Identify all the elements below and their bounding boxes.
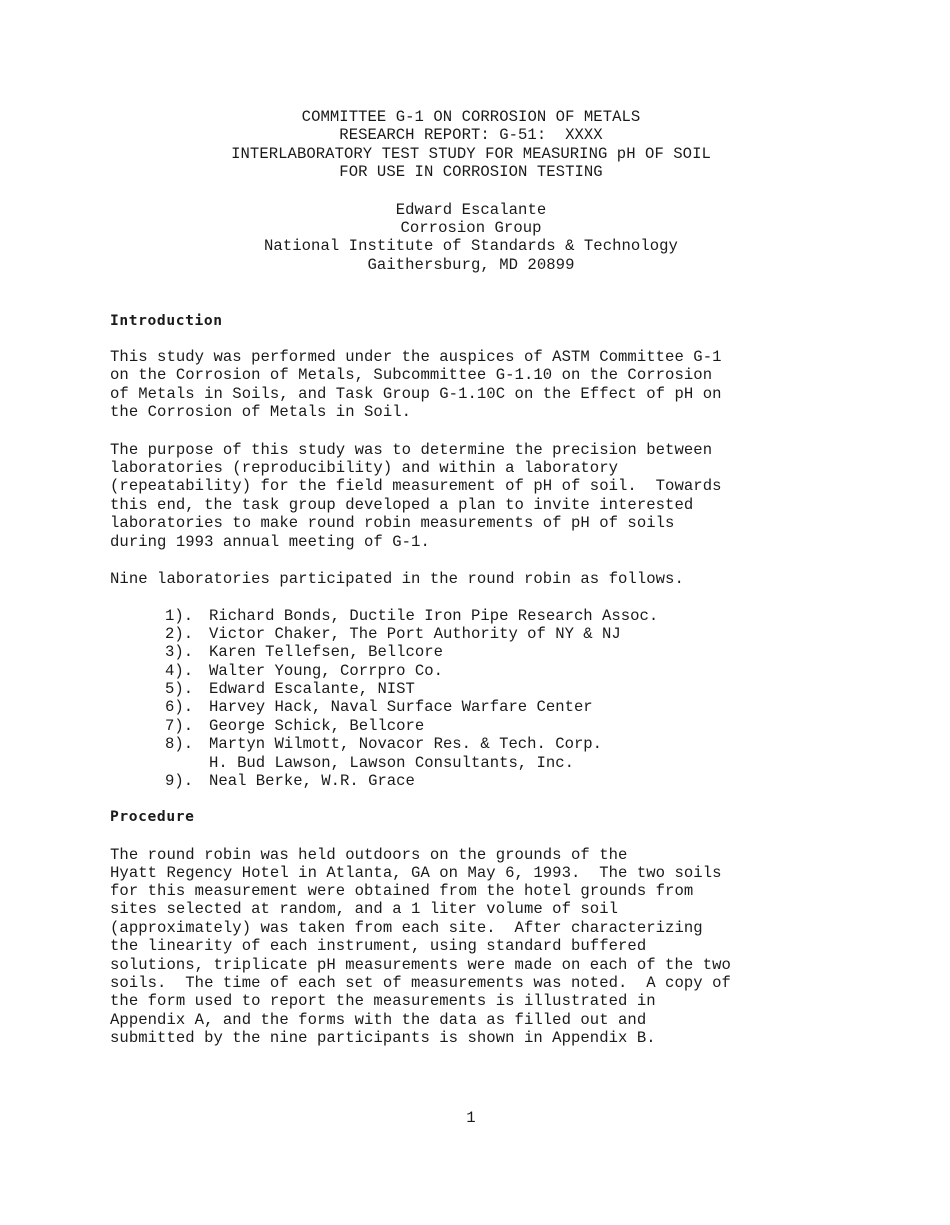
introduction-paragraph-3: Nine laboratories participated in the round robin as follows. bbox=[110, 570, 684, 588]
paragraph-line: the Corrosion of Metals in Soil. bbox=[110, 403, 412, 421]
paragraph-line: for this measurement were obtained from the hotel grounds from bbox=[110, 882, 694, 900]
list-item-text: Karen Tellefsen, Bellcore bbox=[209, 643, 443, 661]
paragraph-line: (repeatability) for the field measurement of pH of soil. Towards bbox=[110, 477, 722, 495]
paragraph-line: Hyatt Regency Hotel in Atlanta, GA on May 6, 1993. The two soils bbox=[110, 864, 722, 882]
list-item-text: Martyn Wilmott, Novacor Res. & Tech. Corp. bbox=[209, 735, 603, 753]
page-number: 1 bbox=[466, 1109, 476, 1127]
paragraph-line: the form used to report the measurements is illustrated in bbox=[110, 992, 656, 1010]
list-item-number: 3). bbox=[165, 643, 194, 661]
list-item-number: 4). bbox=[165, 662, 194, 680]
list-item-number: 2). bbox=[165, 625, 194, 643]
paragraph-line: Appendix A, and the forms with the data as filled out and bbox=[110, 1011, 647, 1029]
list-item-number: 9). bbox=[165, 772, 194, 790]
list-item-text: Walter Young, Corrpro Co. bbox=[209, 662, 443, 680]
paragraph-line: The purpose of this study was to determine the precision between bbox=[110, 441, 713, 459]
list-item-text: Richard Bonds, Ductile Iron Pipe Research Assoc. bbox=[209, 607, 659, 625]
list-item-number: 8). bbox=[165, 735, 194, 753]
paragraph-line: during 1993 annual meeting of G-1. bbox=[110, 533, 430, 551]
list-item-text-continued: H. Bud Lawson, Lawson Consultants, Inc. bbox=[209, 754, 574, 772]
list-item-number: 7). bbox=[165, 717, 194, 735]
paragraph-line: sites selected at random, and a 1 liter volume of soil bbox=[110, 900, 619, 918]
list-item-text: Harvey Hack, Naval Surface Warfare Center bbox=[209, 698, 593, 716]
list-item-text: Victor Chaker, The Port Authority of NY & NJ bbox=[209, 625, 621, 643]
list-item-number: 5). bbox=[165, 680, 194, 698]
paragraph-line: The round robin was held outdoors on the grounds of the bbox=[110, 846, 628, 864]
paragraph-line: of Metals in Soils, and Task Group G-1.10C on the Effect of pH on bbox=[110, 385, 722, 403]
paragraph-line: laboratories to make round robin measurements of pH of soils bbox=[110, 514, 675, 532]
introduction-heading: Introduction bbox=[110, 312, 223, 329]
paragraph-line: solutions, triplicate pH measurements were made on each of the two bbox=[110, 956, 731, 974]
paragraph-line: laboratories (reproducibility) and within a laboratory bbox=[110, 459, 619, 477]
author-group: Corrosion Group bbox=[400, 219, 542, 237]
author-name: Edward Escalante bbox=[395, 201, 547, 219]
author-institution: National Institute of Standards & Technology bbox=[264, 237, 678, 255]
paragraph-line: (approximately) was taken from each site. After characterizing bbox=[110, 919, 703, 937]
title-line-purpose: FOR USE IN CORROSION TESTING bbox=[339, 163, 603, 181]
list-item-text: Neal Berke, W.R. Grace bbox=[209, 772, 415, 790]
list-item-number: 1). bbox=[165, 607, 194, 625]
title-line-study-name: INTERLABORATORY TEST STUDY FOR MEASURING pH OF SOIL bbox=[231, 145, 711, 163]
author-address: Gaithersburg, MD 20899 bbox=[367, 256, 575, 274]
paragraph-line: This study was performed under the auspices of ASTM Committee G-1 bbox=[110, 348, 722, 366]
title-line-committee: COMMITTEE G-1 ON CORROSION OF METALS bbox=[301, 108, 641, 126]
paragraph-line: this end, the task group developed a plan to invite interested bbox=[110, 496, 694, 514]
procedure-heading: Procedure bbox=[110, 808, 195, 825]
paragraph-line: soils. The time of each set of measurements was noted. A copy of bbox=[110, 974, 731, 992]
list-item-number: 6). bbox=[165, 698, 194, 716]
title-line-report-number: RESEARCH REPORT: G-51: XXXX bbox=[339, 126, 603, 144]
paragraph-line: on the Corrosion of Metals, Subcommittee G-1.10 on the Corrosion bbox=[110, 366, 713, 384]
paragraph-line: submitted by the nine participants is shown in Appendix B. bbox=[110, 1029, 656, 1047]
paragraph-line: the linearity of each instrument, using standard buffered bbox=[110, 937, 647, 955]
list-item-text: Edward Escalante, NIST bbox=[209, 680, 415, 698]
list-item-text: George Schick, Bellcore bbox=[209, 717, 425, 735]
